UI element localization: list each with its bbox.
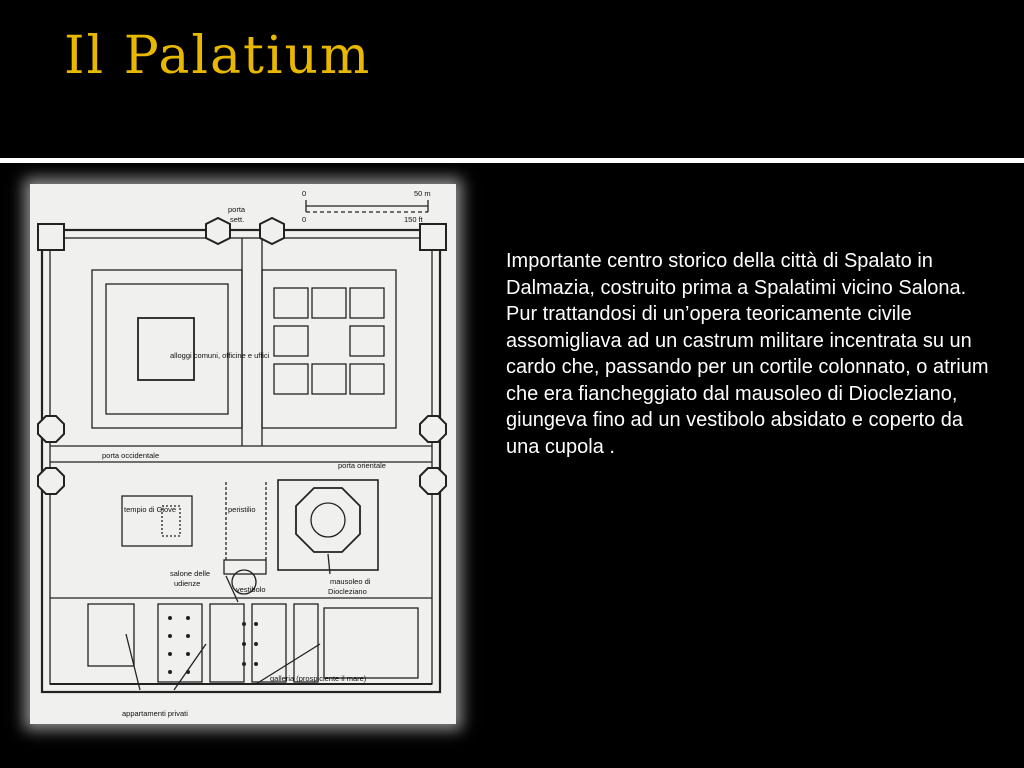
- label-alloggi: alloggi comuni, officine e uffici: [170, 351, 270, 360]
- scale-label-0-ft: 0: [302, 215, 307, 224]
- label-galleria: galleria (prospiciente il mare): [270, 674, 367, 683]
- label-porta-orientale: porta orientale: [338, 461, 386, 470]
- label-vestibolo: vestibolo: [236, 585, 266, 594]
- label-mausoleo: mausoleo di: [330, 577, 371, 586]
- floor-plan-drawing: [30, 184, 456, 724]
- palace-floor-plan: [30, 184, 456, 724]
- label-tempio: tempio di Giove: [124, 505, 177, 514]
- label-salone: salone delle: [170, 569, 211, 578]
- label-porta-sett: porta: [228, 205, 246, 214]
- scale-label-50m: 50 m: [414, 189, 431, 198]
- label-mausoleo-2: Diocleziano: [328, 587, 367, 596]
- label-porta-occidentale: porta occidentale: [102, 451, 160, 460]
- scale-label-0-m: 0: [302, 189, 307, 198]
- title-divider: [0, 158, 1024, 163]
- label-porta-sett-2: sett.: [230, 215, 245, 224]
- mausoleum-octagon: [296, 488, 360, 552]
- slide-title: Il Palatium: [64, 26, 372, 86]
- label-peristilio: peristilio: [228, 505, 256, 514]
- label-appartamenti: appartamenti privati: [122, 709, 188, 718]
- label-salone-2: udienze: [174, 579, 201, 588]
- scale-label-150ft: 150 ft: [404, 215, 423, 224]
- description-text: Importante centro storico della città di Spalato in Dalmazia, costruito prima a Spalatimi vicino Salona. Pur trattandosi di un’opera teoricamente civile assomigliava ad un castrum militare incentrata su un cardo che, passando per un cortile colonnato, o atrium che era fiancheggiato dal mausoleo di Diocleziano, giungeva fino ad un vestibolo absidato e coperto da una cupola .: [506, 250, 989, 458]
